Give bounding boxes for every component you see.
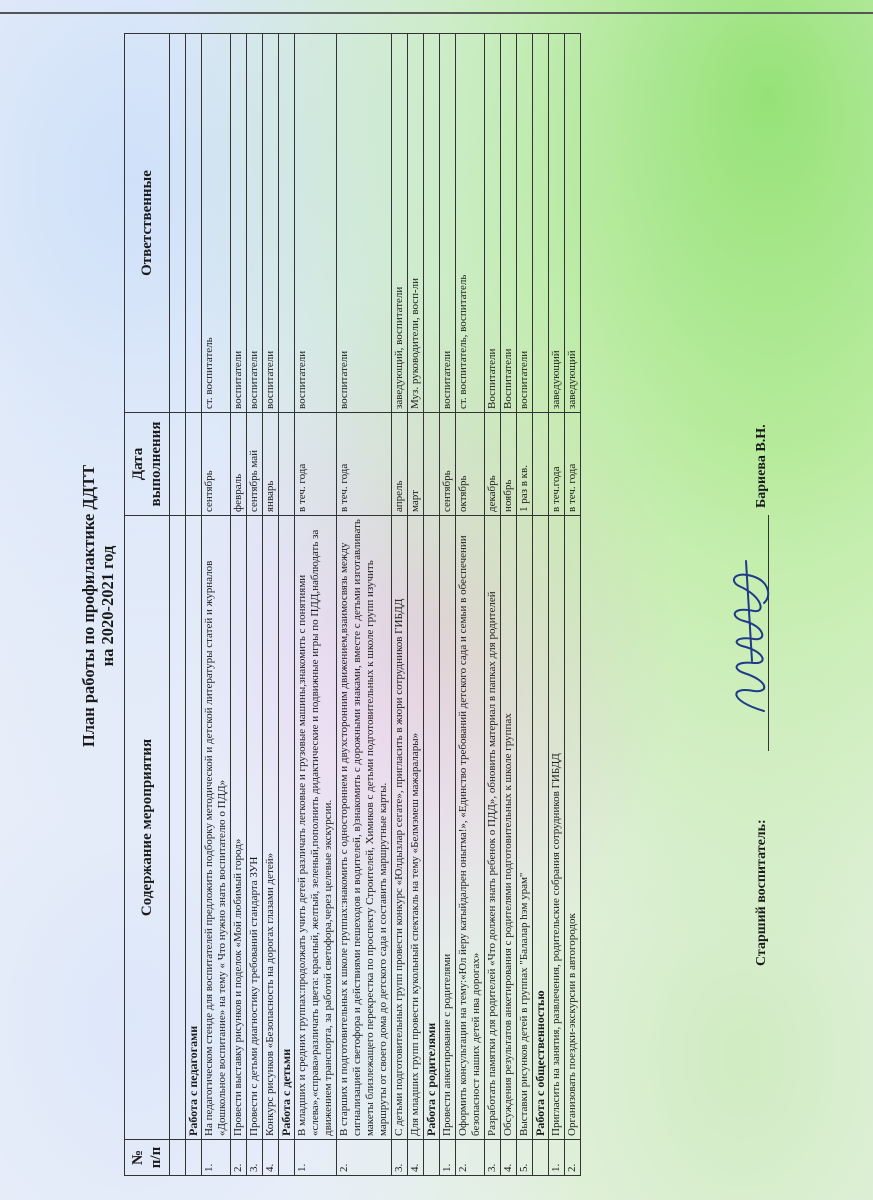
- section-title: Работа с детьми: [279, 516, 295, 1140]
- table-row: [456, 34, 485, 1176]
- section-responsible-cell: [533, 34, 549, 413]
- row-content: Организовать поездки-экскурсии в автогородок: [565, 516, 581, 1140]
- row-num: 2.: [231, 1140, 247, 1176]
- row-num: 1.: [295, 1140, 337, 1176]
- row-content: Оформить консультации на тему:«Юл йеру катыйдалрен онытма!», «Единство требований детского сада и семьи в обеспечении безопасност наших детей нва дорогах»: [456, 516, 485, 1140]
- section-title: Работа с общественностью: [533, 516, 549, 1140]
- table-body: [170, 34, 581, 1176]
- row-date: январь: [263, 413, 279, 516]
- row-responsible: воспитатели: [337, 34, 392, 413]
- row-content: На педагогическом стенде для воспитателей предложить подборку методической и детской литературы статей и журналов «Дошкольное воспитание» на тему « Что нужно знать воспитателю о ПДД»: [202, 516, 231, 1140]
- row-content: С детьми подготовительных групп провести конкурс «Юлдызлар сегате», пригласить в жюри сотрудников ГИБДД: [392, 516, 408, 1140]
- row-content: Провести анкетирование с родителями: [440, 516, 456, 1140]
- table-row: [501, 34, 517, 1176]
- row-date: сентябрь: [202, 413, 231, 516]
- row-date: в теч. года: [295, 413, 337, 516]
- document-title: [79, 36, 117, 1176]
- title-line-2: на 2020-2021 год: [98, 545, 117, 667]
- row-date: ноябрь: [501, 413, 517, 516]
- row-responsible: ст. воспитатель: [202, 34, 231, 413]
- table-row: [202, 34, 231, 1176]
- row-date: апрель: [392, 413, 408, 516]
- row-date: март: [408, 413, 424, 516]
- row-date: сентябрь: [440, 413, 456, 516]
- row-responsible: воспитатели: [517, 34, 533, 413]
- section-row: [186, 34, 202, 1176]
- table-row: [408, 34, 424, 1176]
- section-row: [279, 34, 295, 1176]
- row-responsible: воспитатели: [263, 34, 279, 413]
- row-responsible: воспитатели: [440, 34, 456, 413]
- row-num: 3.: [485, 1140, 501, 1176]
- row-date: сентябрь май: [247, 413, 263, 516]
- table-row: [231, 34, 247, 1176]
- row-responsible: Муз. руководители, восп-ли: [408, 34, 424, 413]
- table-row: [263, 34, 279, 1176]
- section-num-cell: [186, 1140, 202, 1176]
- row-num: 1.: [202, 1140, 231, 1176]
- row-num: 4.: [263, 1140, 279, 1176]
- handwritten-signature: [724, 551, 779, 721]
- row-responsible: ст. воспитатель, воспитатель: [456, 34, 485, 413]
- row-num: 2.: [337, 1140, 392, 1176]
- empty-cell: [170, 34, 186, 413]
- section-num-cell: [424, 1140, 440, 1176]
- row-num: 2.: [565, 1140, 581, 1176]
- row-content: В старших и подготовительных к школе группах:знакомить с одностороннем и двухсторонним движением,взаимосвязь между сигнализацией светофора и действиями пешеходов и водителей, в)знакомить с дорожными знаками, вместе с детьми изготавливать макеты близлежащего перекрестка по проспекту Строителей, Химиков с детьми подготовительных к школе групп изучить маршруты от своего дома до детского сада и составить маршрутные карты.: [337, 516, 392, 1140]
- table-row: [337, 34, 392, 1176]
- row-num: 3.: [247, 1140, 263, 1176]
- row-content: Разработать памятки для родителей «Что должен знать ребенок о ПДД», обновить материал в папках для родителей: [485, 516, 501, 1140]
- table-row: [517, 34, 533, 1176]
- title-line-1: План работы по профилактике ДДТТ: [79, 464, 98, 748]
- section-row: [424, 34, 440, 1176]
- row-num: 1.: [549, 1140, 565, 1176]
- row-date: в теч. года: [337, 413, 392, 516]
- section-date-cell: [279, 413, 295, 516]
- section-responsible-cell: [424, 34, 440, 413]
- section-num-cell: [279, 1140, 295, 1176]
- empty-cell: [170, 516, 186, 1140]
- row-responsible: заведующий: [565, 34, 581, 413]
- row-date: декабрь: [485, 413, 501, 516]
- empty-cell: [170, 413, 186, 516]
- row-num: 5.: [517, 1140, 533, 1176]
- section-num-cell: [533, 1140, 549, 1176]
- section-responsible-cell: [279, 34, 295, 413]
- table-row: [565, 34, 581, 1176]
- document-sheet: [34, 36, 819, 1176]
- table-row: [295, 34, 337, 1176]
- row-content: Обсуждения результатов анкетирования с родителями подготовительных к школе группах: [501, 516, 517, 1140]
- plan-table: [124, 33, 581, 1176]
- table-row: [549, 34, 565, 1176]
- signature-name: Бариева В.Н.: [754, 424, 769, 508]
- empty-row: [170, 34, 186, 1176]
- row-num: 4.: [501, 1140, 517, 1176]
- section-row: [533, 34, 549, 1176]
- row-date: октябрь: [456, 413, 485, 516]
- row-date: 1 раз в кв.: [517, 413, 533, 516]
- table-row: [247, 34, 263, 1176]
- row-content: В младших и средних группах:продолжать учить детей различать легковые и грузовые машины,знакомить с понятиями «слева»,«справа»различать цвета: красный, желтый, зеленый,пополнить дидактические и подвижные игры по ПДД,наблюдать за движением транспорта, за работой светофора,через целевые экскурсии.: [295, 516, 337, 1140]
- row-responsible: заведующий: [549, 34, 565, 413]
- row-num: 4.: [408, 1140, 424, 1176]
- section-date-cell: [186, 413, 202, 516]
- row-num: 2.: [456, 1140, 485, 1176]
- row-date: февраль: [231, 413, 247, 516]
- row-num: 3.: [392, 1140, 408, 1176]
- scan-top-border: [0, 12, 873, 14]
- row-content: Конкурс рисунков «Безопасность на дорогах глазами детей»: [263, 516, 279, 1140]
- row-responsible: заведующий, воспитатели: [392, 34, 408, 413]
- header-row: [125, 34, 170, 1176]
- table-row: [440, 34, 456, 1176]
- row-responsible: воспитатели: [231, 34, 247, 413]
- section-responsible-cell: [186, 34, 202, 413]
- row-date: в теч.года: [549, 413, 565, 516]
- section-date-cell: [424, 413, 440, 516]
- header-num: № п/п: [125, 1140, 170, 1176]
- row-responsible: воспитатели: [247, 34, 263, 413]
- empty-cell: [170, 1140, 186, 1176]
- header-content: Содержание мероприятия: [125, 516, 170, 1140]
- row-content: Провести с детьми диагностику требований стандарта ЗУН: [247, 516, 263, 1140]
- header-date: Дата выполнения: [125, 413, 170, 516]
- header-responsible: Ответственные: [125, 34, 170, 413]
- row-date: в теч. года: [565, 413, 581, 516]
- table-row: [485, 34, 501, 1176]
- section-date-cell: [533, 413, 549, 516]
- section-title: Работа с педагогами: [186, 516, 202, 1140]
- row-num: 1.: [440, 1140, 456, 1176]
- row-content: Выставки рисунков детей в группах "Балалар hэм урам": [517, 516, 533, 1140]
- row-responsible: воспитатели: [295, 34, 337, 413]
- row-responsible: Воспитатели: [485, 34, 501, 413]
- row-content: Пригласить на занятия, развлечения, родительские собрания сотрудников ГИБДД: [549, 516, 565, 1140]
- row-responsible: Воспитатели: [501, 34, 517, 413]
- table-row: [392, 34, 408, 1176]
- row-content: Для младших групп провести кукольный спектакль на тему «Белмэмеш мажаралары»: [408, 516, 424, 1140]
- signature-role: Старший воспитатель:: [754, 819, 769, 966]
- section-title: Работа с родителями: [424, 516, 440, 1140]
- row-content: Провести выставку рисунков и поделок «Мой любимый город»: [231, 516, 247, 1140]
